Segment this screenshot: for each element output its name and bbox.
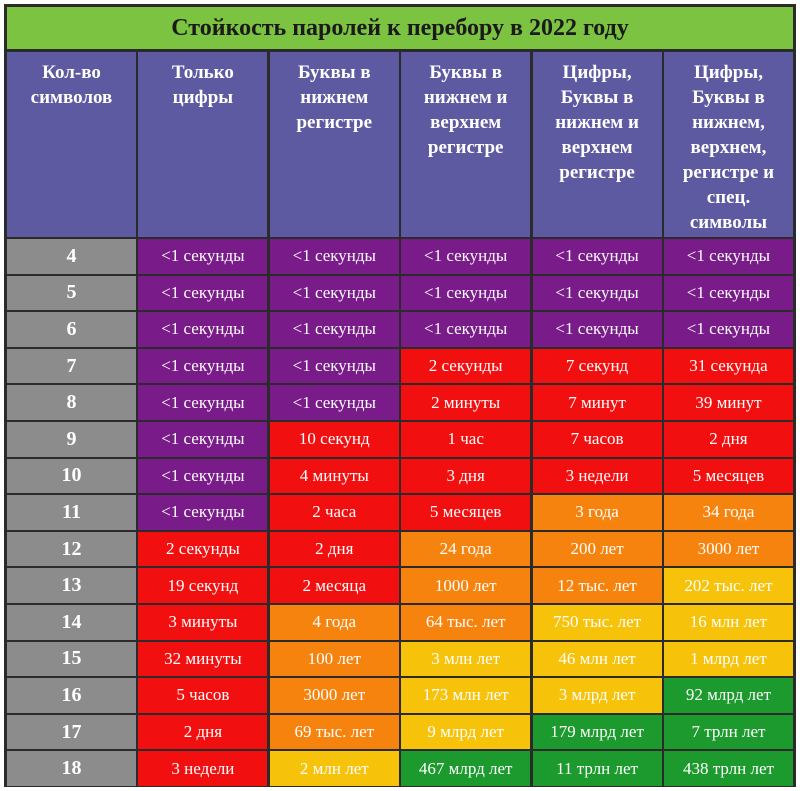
row-length-label: 12 (7, 532, 136, 567)
crack-time-cell: 9 млрд лет (401, 715, 530, 750)
crack-time-cell: 32 минуты (138, 642, 267, 677)
crack-time-cell: 2 минуты (401, 385, 530, 420)
crack-time-cell: 2 дня (270, 532, 399, 567)
crack-time-cell: <1 секунды (138, 459, 267, 494)
crack-time-cell: <1 секунды (270, 349, 399, 384)
crack-time-cell: 10 секунд (270, 422, 399, 457)
header-all-symbols: Цифры, Буквы в нижнем, верхнем, регистре и спец. символы (664, 52, 793, 237)
crack-time-cell: 7 часов (533, 422, 662, 457)
crack-time-cell: 7 секунд (533, 349, 662, 384)
crack-time-cell: 3 минуты (138, 605, 267, 640)
table-title: Стойкость паролей к перебору в 2022 году (7, 7, 793, 49)
crack-time-cell: <1 секунды (533, 312, 662, 347)
crack-time-cell: 3 млрд лет (533, 678, 662, 713)
row-length-label: 13 (7, 568, 136, 603)
crack-time-cell: <1 секунды (664, 239, 793, 274)
crack-time-cell: 3000 лет (270, 678, 399, 713)
crack-time-cell: 5 часов (138, 678, 267, 713)
row-length-label: 9 (7, 422, 136, 457)
crack-time-cell: 7 трлн лет (664, 715, 793, 750)
crack-time-cell: 2 дня (138, 715, 267, 750)
crack-time-cell: 92 млрд лет (664, 678, 793, 713)
crack-time-cell: 69 тыс. лет (270, 715, 399, 750)
crack-time-cell: 46 млн лет (533, 642, 662, 677)
crack-time-cell: <1 секунды (138, 312, 267, 347)
crack-time-cell: <1 секунды (664, 312, 793, 347)
crack-time-cell: <1 секунды (138, 422, 267, 457)
crack-time-cell: <1 секунды (138, 385, 267, 420)
crack-time-cell: 2 часа (270, 495, 399, 530)
crack-time-cell: 4 минуты (270, 459, 399, 494)
crack-time-cell: 1 млрд лет (664, 642, 793, 677)
row-length-label: 14 (7, 605, 136, 640)
crack-time-cell: 34 года (664, 495, 793, 530)
crack-time-cell: 5 месяцев (401, 495, 530, 530)
crack-time-cell: 3 дня (401, 459, 530, 494)
crack-time-cell: <1 секунды (533, 276, 662, 311)
header-mixed-case: Буквы в нижнем и верхнем регистре (401, 52, 530, 237)
row-length-label: 10 (7, 459, 136, 494)
header-lowercase: Буквы в нижнем регистре (270, 52, 399, 237)
header-digits-only: Только цифры (138, 52, 267, 237)
crack-time-cell: <1 секунды (401, 239, 530, 274)
crack-time-cell: 2 млн лет (270, 751, 399, 786)
row-length-label: 18 (7, 751, 136, 786)
crack-time-cell: 5 месяцев (664, 459, 793, 494)
crack-time-cell: 3 недели (138, 751, 267, 786)
crack-time-cell: 19 секунд (138, 568, 267, 603)
crack-time-cell: 2 секунды (401, 349, 530, 384)
crack-time-cell: 1 час (401, 422, 530, 457)
crack-time-cell: 750 тыс. лет (533, 605, 662, 640)
crack-time-cell: <1 секунды (401, 312, 530, 347)
crack-time-cell: <1 секунды (664, 276, 793, 311)
row-length-label: 8 (7, 385, 136, 420)
crack-time-cell: <1 секунды (138, 349, 267, 384)
crack-time-cell: 12 тыс. лет (533, 568, 662, 603)
crack-time-cell: 24 года (401, 532, 530, 567)
crack-time-cell: 2 секунды (138, 532, 267, 567)
password-strength-table (4, 4, 796, 787)
crack-time-cell: <1 секунды (401, 276, 530, 311)
crack-time-cell: <1 секунды (270, 276, 399, 311)
crack-time-cell: 7 минут (533, 385, 662, 420)
crack-time-cell: <1 секунды (270, 385, 399, 420)
crack-time-cell: 3 недели (533, 459, 662, 494)
crack-time-cell: 200 лет (533, 532, 662, 567)
crack-time-cell: 11 трлн лет (533, 751, 662, 786)
crack-time-cell: 3 года (533, 495, 662, 530)
row-length-label: 16 (7, 678, 136, 713)
table-grid (7, 52, 793, 786)
crack-time-cell: 1000 лет (401, 568, 530, 603)
header-length: Кол-во символов (7, 52, 136, 237)
crack-time-cell: 202 тыс. лет (664, 568, 793, 603)
crack-time-cell: 39 минут (664, 385, 793, 420)
crack-time-cell: 100 лет (270, 642, 399, 677)
crack-time-cell: <1 секунды (533, 239, 662, 274)
crack-time-cell: 3000 лет (664, 532, 793, 567)
crack-time-cell: 3 млн лет (401, 642, 530, 677)
row-length-label: 11 (7, 495, 136, 530)
crack-time-cell: <1 секунды (138, 276, 267, 311)
crack-time-cell: <1 секунды (270, 239, 399, 274)
crack-time-cell: 4 года (270, 605, 399, 640)
row-length-label: 6 (7, 312, 136, 347)
row-length-label: 15 (7, 642, 136, 677)
crack-time-cell: 2 месяца (270, 568, 399, 603)
crack-time-cell: 438 трлн лет (664, 751, 793, 786)
crack-time-cell: 179 млрд лет (533, 715, 662, 750)
header-digits-mixed-case: Цифры, Буквы в нижнем и верхнем регистре (533, 52, 662, 237)
crack-time-cell: <1 секунды (138, 239, 267, 274)
crack-time-cell: <1 секунды (138, 495, 267, 530)
crack-time-cell: <1 секунды (270, 312, 399, 347)
crack-time-cell: 2 дня (664, 422, 793, 457)
row-length-label: 17 (7, 715, 136, 750)
row-length-label: 5 (7, 276, 136, 311)
crack-time-cell: 31 секунда (664, 349, 793, 384)
crack-time-cell: 16 млн лет (664, 605, 793, 640)
row-length-label: 4 (7, 239, 136, 274)
row-length-label: 7 (7, 349, 136, 384)
crack-time-cell: 467 млрд лет (401, 751, 530, 786)
crack-time-cell: 173 млн лет (401, 678, 530, 713)
crack-time-cell: 64 тыс. лет (401, 605, 530, 640)
